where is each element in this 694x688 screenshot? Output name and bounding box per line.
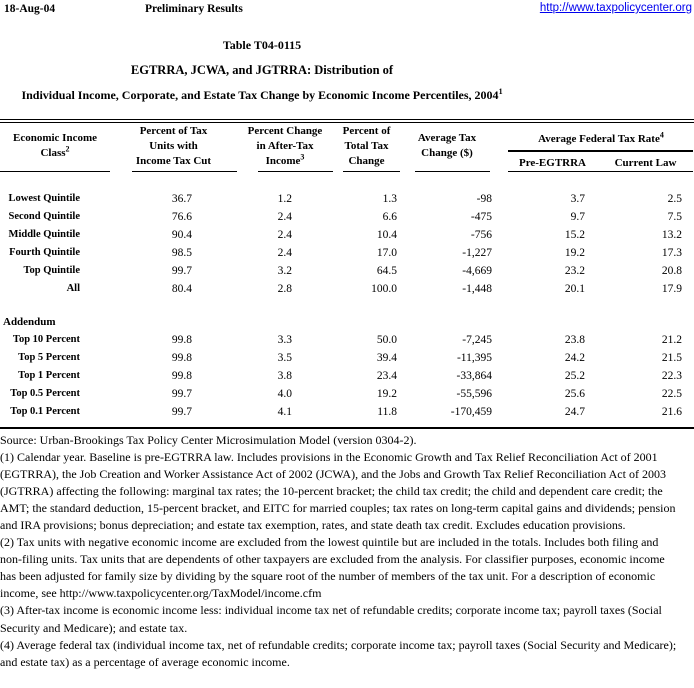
header-current-law: Current Law	[614, 157, 677, 169]
row-label: Second Quintile	[8, 211, 80, 222]
value-cell: 39.4	[376, 352, 397, 364]
header-average-tax-change	[400, 123, 494, 172]
header-text	[0, 143, 110, 161]
value-cell: 2.4	[277, 229, 292, 241]
footnote-text: (2) Tax units with negative economic income are excluded from the lowest quintile but are included in the totals. Includes both filing and non-filing units. Tax units that are dependents of other taxpayers are excluded from the analysis. For classifier purposes, economic income has been adjusted for family size by dividing by the square root of the number of members of the tax unit. For a description of economic income, see http://www.taxpolicycenter.org/TaxModel/income.cfm	[0, 535, 665, 601]
row-label: Fourth Quintile	[9, 247, 80, 258]
table-row	[0, 208, 694, 226]
report-date: 18-Aug-04	[4, 3, 56, 15]
value-cell: 99.7	[171, 388, 192, 400]
group-header-text	[494, 132, 694, 146]
header-text	[237, 154, 333, 169]
footnote-text: (1) Calendar year. Baseline is pre-EGTRRA law. Includes provisions in the Economic Growth and Tax Relief Reconciliation Act of 2001 (EGTRRA), the Job Creation and Worker Assistance Act of 2002 (JCWA), and the Jobs and Growth Tax Relief Reconciliation Act of 2003 (JGTRRA) affecting the following: marginal tax rates; the 10-percent bracket; the child tax credit; the child and dependent care credit; the AMT; the standard deduction, 15-percent bracket, and EITC for married couples; tax rates on long-term capital gains and dividends; pension and IRA provisions; bonus depreciation; and estate tax exemption, rates, and state death tax credit. Excludes education provisions.	[0, 449, 676, 532]
table-row	[0, 367, 694, 385]
table-row	[0, 403, 694, 421]
value-cell: 20.8	[661, 265, 682, 277]
value-cell: 25.6	[564, 388, 585, 400]
value-cell: 80.4	[171, 283, 192, 295]
header-text: Change	[348, 155, 385, 167]
header-text: Change ($)	[421, 146, 473, 159]
value-cell: 15.2	[564, 229, 585, 241]
row-label: Top Quintile	[23, 265, 80, 276]
value-cell: 99.8	[171, 352, 192, 364]
value-cell: 98.5	[171, 247, 192, 259]
value-cell: 4.1	[277, 406, 292, 418]
value-cell: 22.3	[661, 370, 682, 382]
row-label: All	[66, 283, 80, 294]
value-cell: 10.4	[376, 229, 397, 241]
header-economic-income-class	[0, 123, 110, 172]
value-cell: -475	[470, 211, 492, 223]
value-cell: 3.5	[277, 352, 292, 364]
header-underline	[508, 171, 693, 173]
header-text: Economic Income	[12, 131, 97, 144]
value-cell: 21.6	[661, 406, 682, 418]
value-cell: 4.0	[277, 388, 292, 400]
value-cell: 17.0	[376, 247, 397, 259]
table-row	[0, 226, 694, 244]
table-row	[0, 349, 694, 367]
value-cell: 13.2	[661, 229, 682, 241]
header-pct-tax-units-with-cut	[110, 123, 237, 172]
value-cell: -170,459	[450, 406, 492, 418]
table-header-row	[0, 123, 694, 172]
value-cell: 90.4	[171, 229, 192, 241]
row-label: Top 0.5 Percent	[10, 388, 80, 399]
value-cell: -7,245	[462, 334, 492, 346]
footnote-text: (3) After-tax income is economic income less: individual income tax net of refundable credits; corporate income tax; payroll taxes (Social Security and Medicare); and estate tax.	[0, 603, 662, 635]
row-label: Middle Quintile	[8, 229, 80, 240]
table-title-line2: EGTRRA, JCWA, and JGTRRA: Distribution of	[130, 63, 394, 77]
value-cell: 21.5	[661, 352, 682, 364]
value-cell: 64.5	[376, 265, 397, 277]
table-row	[0, 244, 694, 262]
footnote-ref-2: 2	[65, 143, 70, 153]
value-cell: 20.1	[564, 283, 585, 295]
footnote-text: Source: Urban-Brookings Tax Policy Center Microsimulation Model (version 0304-2).	[0, 432, 417, 447]
header-pct-change-after-tax-income	[237, 123, 333, 172]
header-text: Income	[265, 155, 301, 167]
value-cell: 17.9	[661, 283, 682, 295]
value-cell: 3.7	[570, 193, 585, 205]
value-cell: 25.2	[564, 370, 585, 382]
data-table	[0, 119, 694, 429]
table-bottom-rule	[0, 427, 694, 429]
value-cell: 36.7	[171, 193, 192, 205]
value-cell: 99.7	[171, 265, 192, 277]
footnote-ref-3: 3	[300, 152, 305, 162]
value-cell: 24.2	[564, 352, 585, 364]
table-body	[0, 190, 694, 298]
taxpolicycenter-link[interactable]: http://www.taxpolicycenter.org	[539, 2, 692, 14]
value-cell: 99.7	[171, 406, 192, 418]
footnote-ref-4: 4	[659, 130, 664, 140]
header-text: Units with	[149, 140, 198, 152]
header-text: Average Tax	[417, 131, 477, 144]
value-cell: 22.5	[661, 388, 682, 400]
value-cell: 6.6	[382, 211, 397, 223]
value-cell: 100.0	[371, 283, 397, 295]
header-average-federal-tax-rate-group	[494, 123, 694, 172]
value-cell: 99.8	[171, 334, 192, 346]
value-cell: 2.5	[667, 193, 682, 205]
value-cell: 2.8	[277, 283, 292, 295]
value-cell: 9.7	[570, 211, 585, 223]
value-cell: 23.2	[564, 265, 585, 277]
addendum-label: Addendum	[3, 316, 56, 328]
value-cell: 2.4	[277, 247, 292, 259]
header-underline	[0, 171, 110, 173]
header-underline	[343, 171, 400, 173]
value-cell: 1.3	[382, 193, 397, 205]
header-text: Percent of Tax	[139, 125, 208, 137]
header-underline	[258, 171, 333, 173]
value-cell: 17.3	[661, 247, 682, 259]
header-text: Percent Change	[247, 125, 323, 137]
header-underline	[132, 171, 237, 173]
value-cell: 76.6	[171, 211, 192, 223]
value-cell: -4,669	[462, 265, 492, 277]
table-title-line3-text: Individual Income, Corporate, and Estate Tax Change by Economic Income Percentiles, 2004	[21, 88, 499, 102]
header-pct-total-tax-change	[333, 123, 400, 172]
row-label: Top 10 Percent	[12, 334, 80, 345]
row-label: Top 5 Percent	[18, 352, 80, 363]
value-cell: -33,864	[456, 370, 492, 382]
footnote-text: (4) Average federal tax (individual income tax, net of refundable credits; corporate income tax; payroll taxes (Social Security and Medicare); and estate tax) as a percentage of average economic income.	[0, 637, 677, 669]
header-text: in After-Tax	[256, 140, 314, 152]
value-cell: 19.2	[376, 388, 397, 400]
group-header-text: Average Federal Tax Rate	[538, 133, 660, 145]
value-cell: 23.8	[564, 334, 585, 346]
table-row	[0, 190, 694, 208]
header-underline	[415, 171, 490, 173]
table-row	[0, 385, 694, 403]
top-header-row	[0, 0, 694, 18]
value-cell: -1,448	[462, 283, 492, 295]
header-text: Income Tax Cut	[135, 155, 212, 167]
table-number-title: Table T04-0115	[222, 38, 302, 52]
value-cell: 21.2	[661, 334, 682, 346]
value-cell: -55,596	[456, 388, 492, 400]
header-text: Total Tax	[344, 140, 389, 152]
footnote-ref-1: 1	[498, 87, 503, 96]
group-subheaders	[494, 152, 694, 173]
value-cell: 50.0	[376, 334, 397, 346]
value-cell: -98	[476, 193, 492, 205]
preliminary-results-label: Preliminary Results	[145, 3, 243, 15]
header-pre-egtrra: Pre-EGTRRA	[518, 157, 586, 169]
value-cell: 99.8	[171, 370, 192, 382]
value-cell: 1.2	[277, 193, 292, 205]
value-cell: 19.2	[564, 247, 585, 259]
value-cell: -11,395	[456, 352, 492, 364]
value-cell: 23.4	[376, 370, 397, 382]
table-title-line3	[0, 83, 524, 108]
value-cell: 3.8	[277, 370, 292, 382]
table-row	[0, 331, 694, 349]
table-row	[0, 262, 694, 280]
value-cell: -1,227	[462, 247, 492, 259]
value-cell: 2.4	[277, 211, 292, 223]
header-text: Class	[40, 146, 66, 159]
addendum-body	[0, 331, 694, 421]
row-label: Top 1 Percent	[18, 370, 80, 381]
value-cell: -756	[470, 229, 492, 241]
row-label: Lowest Quintile	[8, 193, 80, 204]
table-row	[0, 280, 694, 298]
value-cell: 24.7	[564, 406, 585, 418]
value-cell: 3.2	[277, 265, 292, 277]
header-text: Percent of	[342, 125, 391, 137]
footnotes	[0, 432, 680, 671]
title-block	[0, 33, 524, 108]
value-cell: 3.3	[277, 334, 292, 346]
row-label: Top 0.1 Percent	[10, 406, 80, 417]
value-cell: 7.5	[667, 211, 682, 223]
value-cell: 11.8	[377, 406, 397, 418]
